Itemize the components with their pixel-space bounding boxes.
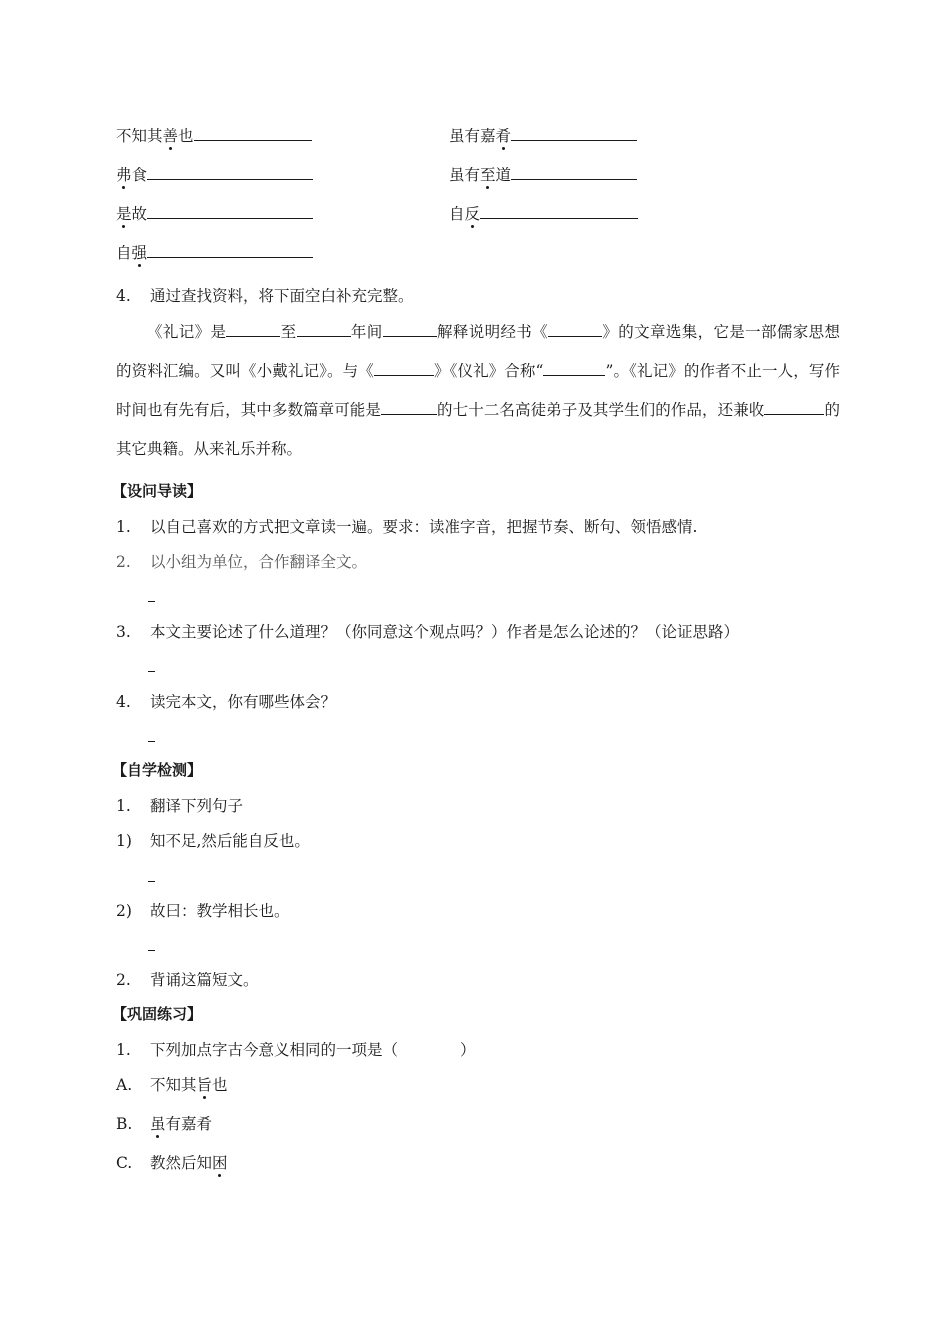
vocab-text: 虽有嘉 xyxy=(449,127,496,145)
option-b[interactable] xyxy=(116,1112,212,1134)
option-text: 不知其 xyxy=(150,1076,197,1094)
question-text: 以小组为单位，合作翻译全文。 xyxy=(150,553,368,571)
question-text: 翻译下列句子 xyxy=(150,797,244,815)
dotted-char: 善 xyxy=(162,127,179,145)
answer-blank[interactable] xyxy=(383,322,437,337)
dotted-char: 困 xyxy=(212,1154,228,1172)
option-text: 有嘉肴 xyxy=(165,1115,213,1133)
answer-blank[interactable] xyxy=(147,204,313,219)
answer-blank[interactable] xyxy=(147,165,313,180)
question-number: 1. xyxy=(116,518,131,536)
dotted-char: 反 xyxy=(464,205,481,223)
para-text: 解释说明经书《 xyxy=(436,323,549,341)
practice-q1 xyxy=(116,1038,476,1060)
vocab-row-3-right xyxy=(449,202,638,224)
vocab-text: 虽有 xyxy=(449,166,481,184)
answer-blank[interactable] xyxy=(194,126,312,141)
vocab-row-2-left xyxy=(116,163,313,185)
question-number: 1) xyxy=(116,832,132,850)
answer-line[interactable] xyxy=(148,671,155,672)
question-text: 背诵这篇短文。 xyxy=(150,971,259,989)
option-label: C. xyxy=(116,1154,133,1172)
vocab-row-3-left xyxy=(116,202,313,224)
dotted-char: 强 xyxy=(131,244,148,262)
dotted-char: 是 xyxy=(116,205,132,223)
para-text: 》《仪礼》合称“ xyxy=(433,362,544,380)
vocab-row-2-right xyxy=(449,163,637,185)
question-number: 2) xyxy=(116,902,132,920)
answer-blank[interactable] xyxy=(297,322,351,337)
para-text: 年间 xyxy=(350,323,383,341)
selfcheck-q2 xyxy=(116,968,259,990)
answer-blank[interactable] xyxy=(226,322,280,337)
vocab-text: 也 xyxy=(178,127,194,145)
answer-blank[interactable] xyxy=(511,126,637,141)
option-label: B. xyxy=(116,1115,133,1133)
para-text: 》的文章选集，它是一部儒家思想的资料汇编。又叫《小戴礼记》。与《 xyxy=(116,323,840,380)
question-number: 3. xyxy=(116,623,131,641)
question-text: 通过查找资料，将下面空白补充完整。 xyxy=(150,287,414,305)
question-4 xyxy=(116,284,414,306)
answer-line[interactable] xyxy=(148,881,155,882)
dotted-char: 至 xyxy=(480,166,496,184)
answer-line[interactable] xyxy=(148,741,155,742)
selfcheck-sentence-2 xyxy=(116,899,290,921)
question-text: 以自己喜欢的方式把文章读一遍。要求：读准字音，把握节奏、断句、领悟感情. xyxy=(150,518,698,536)
answer-blank[interactable] xyxy=(543,361,605,376)
section-title-self-check: 【自学检测】 xyxy=(112,761,203,779)
para-text: 《礼记》是 xyxy=(147,323,227,341)
vocab-text: 食 xyxy=(131,166,148,184)
option-label: A. xyxy=(116,1076,133,1094)
option-c[interactable] xyxy=(116,1151,228,1173)
guided-item-3 xyxy=(116,620,739,642)
question-number: 4. xyxy=(116,693,131,711)
question-number: 1. xyxy=(116,1041,131,1059)
question-text: 本文主要论述了什么道理？（你同意这个观点吗？）作者是怎么论述的？（论证思路） xyxy=(150,623,740,641)
guided-item-4 xyxy=(116,690,336,712)
answer-blank[interactable] xyxy=(374,361,434,376)
answer-blank[interactable] xyxy=(480,204,638,219)
answer-line[interactable] xyxy=(148,950,155,951)
para-text: 的七十二名高徒弟子及其学生们的作品，还兼收 xyxy=(436,401,765,419)
answer-blank[interactable] xyxy=(511,165,637,180)
vocab-row-1-left xyxy=(116,124,312,146)
question-text: 故曰：教学相长也。 xyxy=(150,902,290,920)
vocab-text: 道 xyxy=(495,166,512,184)
para-text: 至 xyxy=(280,323,297,341)
question-number: 2. xyxy=(116,553,131,571)
question-number: 4. xyxy=(116,287,131,305)
vocab-text: 自 xyxy=(449,205,465,223)
guided-item-1 xyxy=(116,515,697,537)
question-text: 知不足,然后能自反也。 xyxy=(150,832,310,850)
section-title-practice: 【巩固练习】 xyxy=(112,1005,203,1023)
vocab-row-4-left xyxy=(116,241,313,263)
question-number: 1. xyxy=(116,797,131,815)
dotted-char: 肴 xyxy=(495,127,512,145)
dotted-char: 弗 xyxy=(116,166,132,184)
option-text: 也 xyxy=(212,1076,228,1094)
fill-in-paragraph xyxy=(116,313,840,469)
vocab-text: 故 xyxy=(131,205,148,223)
option-a[interactable] xyxy=(116,1073,228,1095)
vocab-text: 自 xyxy=(116,244,132,262)
vocab-row-1-right xyxy=(449,124,637,146)
option-text: 教然后知 xyxy=(150,1154,213,1172)
question-text: 下列加点字古今意义相同的一项是（ ） xyxy=(150,1041,476,1059)
answer-blank[interactable] xyxy=(548,322,602,337)
vocab-text: 不知其 xyxy=(116,127,163,145)
answer-line[interactable] xyxy=(148,601,155,602)
dotted-char: 旨 xyxy=(196,1076,213,1094)
answer-blank[interactable] xyxy=(764,400,824,415)
selfcheck-q1 xyxy=(116,794,243,816)
dotted-char: 虽 xyxy=(150,1115,166,1133)
para-text: 的其它典籍。从来礼乐并称。 xyxy=(116,401,840,458)
selfcheck-sentence-1 xyxy=(116,829,310,851)
question-number: 2. xyxy=(116,971,131,989)
question-text: 读完本文，你有哪些体会？ xyxy=(150,693,337,711)
guided-item-2 xyxy=(116,550,367,572)
answer-blank[interactable] xyxy=(381,400,437,415)
para-text: ”。《礼记》的作者不止一人，写作时间也有先有后，其中多数篇章可能是 xyxy=(116,362,840,419)
answer-blank[interactable] xyxy=(147,243,313,258)
section-title-guided-reading: 【设问导读】 xyxy=(112,482,203,500)
